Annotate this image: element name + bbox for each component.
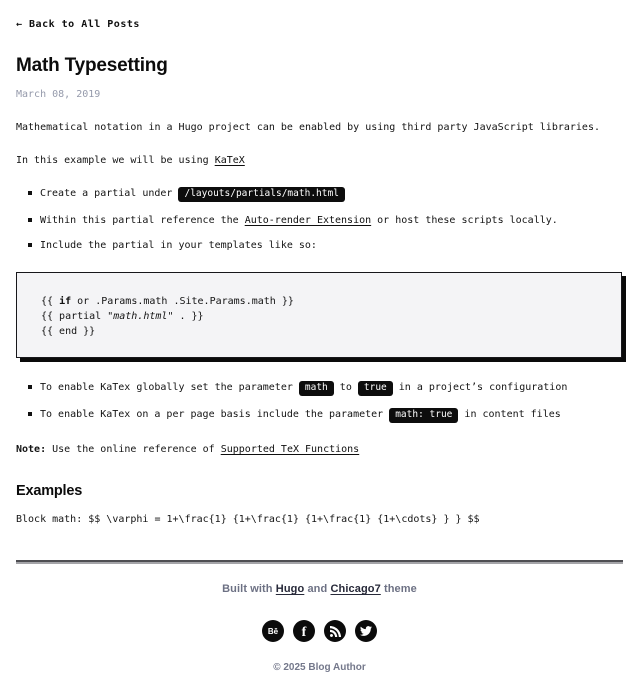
hugo-link[interactable]: Hugo	[275, 583, 305, 595]
note-text: Use the online reference of	[46, 444, 221, 455]
page-title: Math Typesetting	[16, 55, 168, 76]
rss-icon[interactable]	[324, 620, 346, 642]
built-with-line: Built with Hugo and Chicago7 theme	[222, 583, 417, 595]
setup-steps-list	[16, 187, 623, 252]
behance-icon[interactable]: Bē	[262, 620, 284, 642]
list-item	[40, 239, 623, 252]
auto-render-extension-link[interactable]: Auto-render Extension	[244, 215, 372, 226]
post-date: March 08, 2019	[16, 89, 101, 100]
intro-paragraph: Mathematical notation in a Hugo project can be enabled by using third party JavaScript libraries.	[16, 122, 600, 133]
code-block	[16, 272, 622, 358]
chicago7-theme-link[interactable]: Chicago7	[330, 583, 381, 595]
step3-text: Include the partial in your templates like so:	[40, 240, 317, 251]
list-item	[40, 214, 623, 227]
copyright-text: © 2025 Blog Author	[273, 662, 366, 673]
note-line	[16, 443, 623, 457]
enable-per-page-text: To enable KaTex on a per page basis include the parameter	[40, 409, 390, 420]
inline-code-true: true	[358, 381, 393, 396]
code-block-content: {{ if or .Params.math .Site.Params.math }} {{ partial "math.html" . }} {{ end }}	[41, 296, 294, 337]
facebook-icon[interactable]: f	[293, 620, 315, 642]
inline-code-partial-path: /layouts/partials/math.html	[178, 187, 344, 202]
katex-link[interactable]: KaTeX	[214, 155, 245, 166]
code-keyword-if: if	[59, 296, 72, 307]
block-math-text: Block math: $$ \varphi = 1+\frac{1} {1+\frac{1} {1+\frac{1} {1+\cdots} } } $$	[16, 514, 480, 525]
inline-code-math-true: math: true	[389, 408, 458, 423]
examples-heading: Examples	[16, 483, 83, 499]
enable-global-text: To enable KaTex globally set the parameter	[40, 382, 299, 393]
note-label: Note:	[16, 444, 47, 455]
back-to-all-posts-link[interactable]: ← Back to All Posts	[16, 19, 140, 30]
code-partial-name: math.html	[113, 311, 168, 322]
supported-tex-functions-link[interactable]: Supported TeX Functions	[220, 444, 360, 455]
list-item	[40, 187, 623, 202]
katex-enable-list	[16, 381, 623, 423]
inline-code-math: math	[299, 381, 334, 396]
list-item: To enable KaTex on a per page basis include the parameter math: true in content files	[40, 408, 623, 423]
step2-text: Within this partial reference the	[40, 215, 245, 226]
site-footer	[16, 583, 623, 673]
katex-paragraph-text: In this example we will be using	[16, 155, 215, 166]
step1-text: Create a partial under	[40, 188, 179, 199]
katex-paragraph	[16, 154, 623, 168]
footer-divider	[16, 560, 623, 564]
step2-text-after: or host these scripts locally.	[371, 215, 558, 226]
list-item: To enable KaTex globally set the parameter math to true in a project’s configuration	[40, 381, 623, 396]
social-links-row	[16, 620, 623, 642]
twitter-icon[interactable]	[355, 620, 377, 642]
